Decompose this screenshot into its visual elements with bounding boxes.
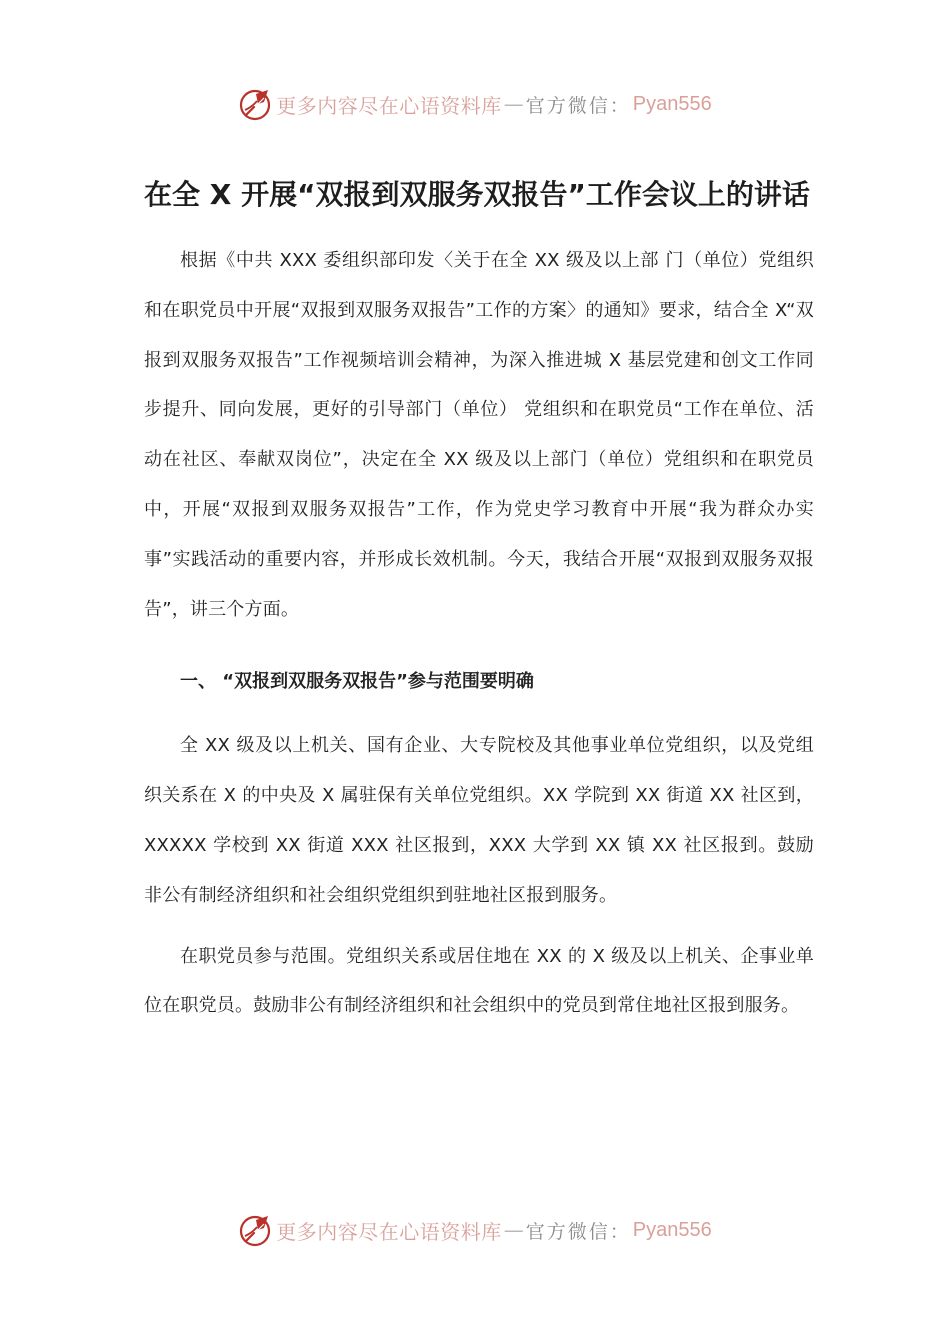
intro-paragraph: 根据《中共 XXX 委组织部印发〈关于在全 XX 级及以上部 门（单位）党组织和在职党员中开展“双报到双服务双报告”工作的方案〉的通知》要求，结合全 X“双报到双服务双报告”工作视频培训会精神，为深入推进城 X 基层党建和创文工作同步提升、同向发展，更好的引导部门（单位） 党组织和在职党员“工作在单位、活动在社区、奉献双岗位”，决定在全 XX 级及以上部门（单位）党组织和在职党员中，开展“双报到双服务双报告”工作，作为党史学习教育中开展“我为群众办实事”实践活动的重要内容，并形成长效机制。今天，我结合开展“双报到双服务双报告”，讲三个方面。 — [144, 250, 814, 620]
banner-label: 官方微信： — [525, 1220, 631, 1243]
header-banner — [0, 84, 950, 124]
section-heading: 一、 “双报到双服务双报告”参与范围要明确 — [180, 671, 534, 693]
banner-separator: — — [503, 1218, 524, 1242]
banner-separator: — — [503, 92, 524, 116]
banner-wechat-id: Pyan556 — [632, 1218, 712, 1241]
document-title: 在全 X 开展“双报到双服务双报告”工作会议上的讲话 — [144, 178, 810, 211]
banner-main-text: 更多内容尽在心语资料库 — [276, 1219, 502, 1244]
banner-wechat-id: Pyan556 — [632, 92, 712, 115]
banner-label: 官方微信： — [525, 94, 631, 117]
footer-banner — [0, 1210, 950, 1250]
banner-main-text: 更多内容尽在心语资料库 — [276, 93, 502, 118]
pen-nib-logo-icon — [238, 87, 272, 121]
section-paragraph: 全 XX 级及以上机关、国有企业、大专院校及其他事业单位党组织，以及党组织关系在 X 的中央及 X 属驻保有关单位党组织。XX 学院到 XX 街道 XX 社区到，XXXXX 学校到 XX 街道 XXX 社区报到，XXX 大学到 XX 镇 XX 社区报到。鼓励非公有制经济组织和社会组织党组织到驻地社区报到服务。 — [144, 735, 814, 906]
section-paragraph: 在职党员参与范围。党组织关系或居住地在 XX 的 X 级及以上机关、企事业单位在职党员。鼓励非公有制经济组织和社会组织中的党员到常住地社区报到服务。 — [144, 945, 814, 1017]
document-body — [144, 170, 814, 1031]
pen-nib-logo-icon — [238, 1213, 272, 1247]
